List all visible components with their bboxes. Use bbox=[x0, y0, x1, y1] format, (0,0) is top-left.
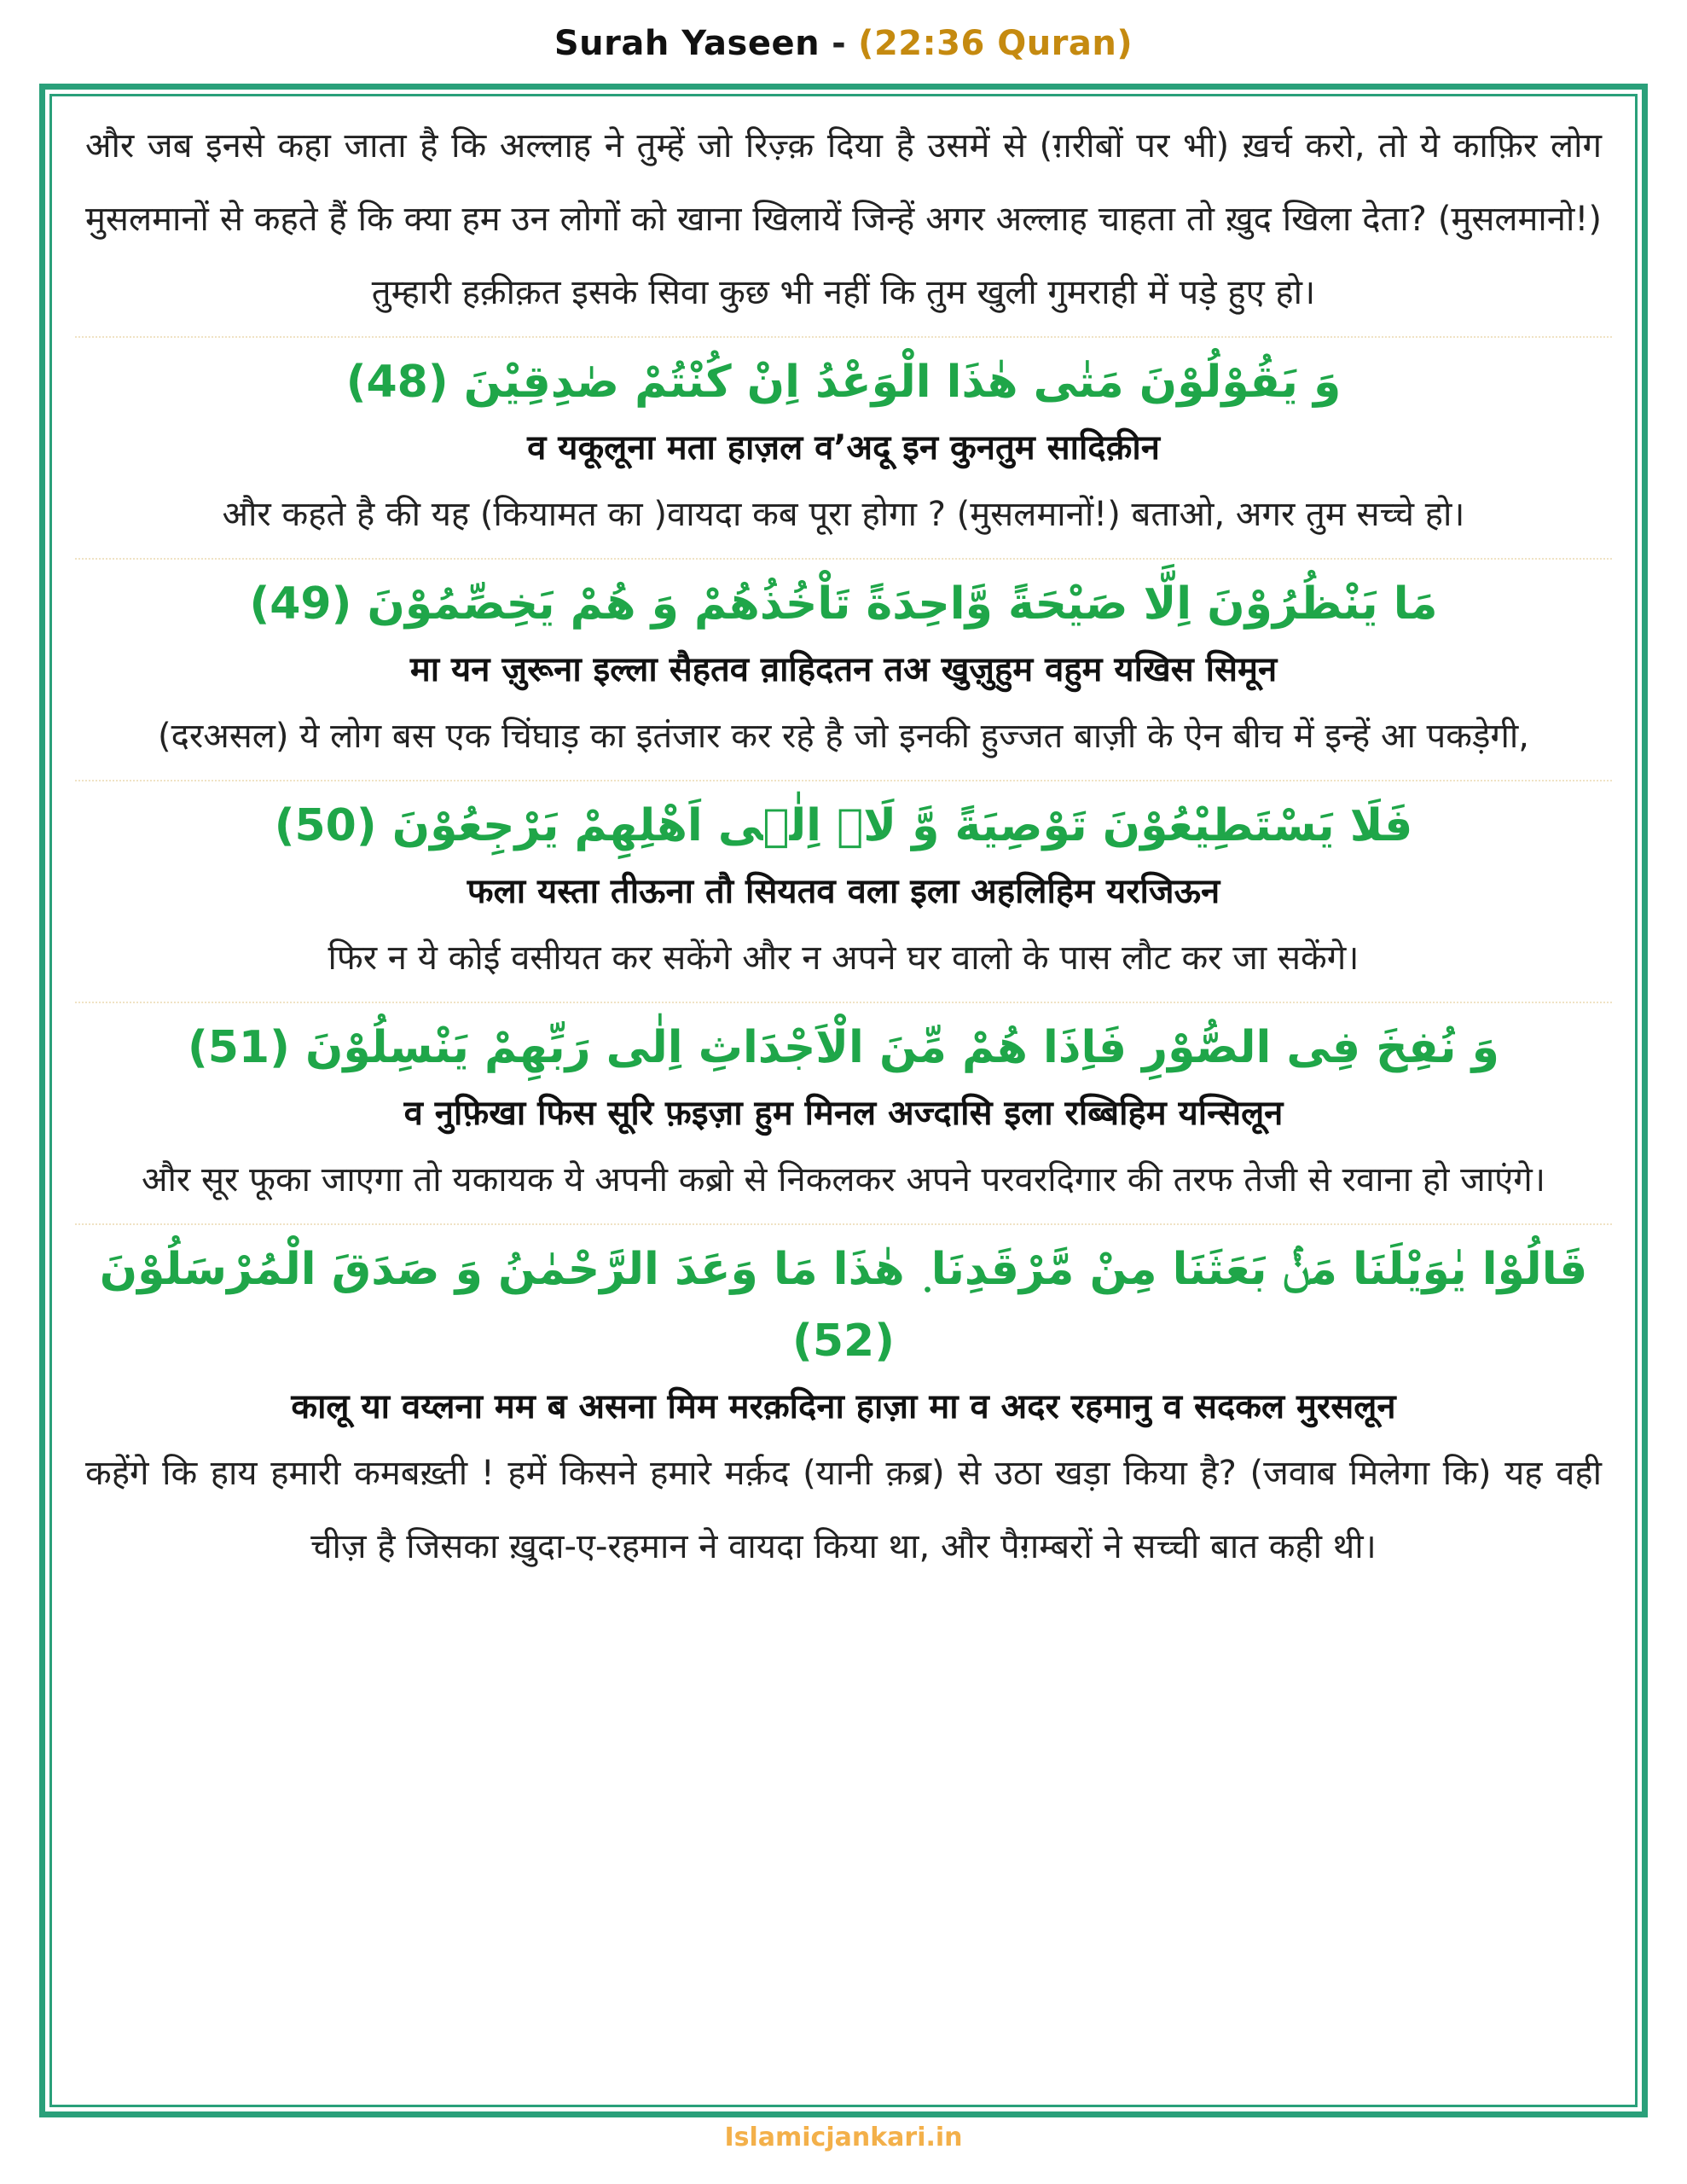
verse-arabic: مَا يَنْظُرُوْنَ اِلَّا صَيْحَةً وَّاحِدَةً تَاْخُذُهُمْ وَ هُمْ يَخِصِّمُوْنَ (49) bbox=[249, 578, 1438, 630]
verse-49-block bbox=[61, 568, 1626, 773]
verse-meaning: (दरअसल) ये लोग बस एक चिंघाड़ का इतंजार कर रहे है जो इनकी हुज्जत बाज़ी के ऐन बीच में इन्हें आ पकड़ेगी, bbox=[158, 717, 1529, 756]
page-title: Surah Yaseen bbox=[554, 24, 820, 63]
divider bbox=[75, 780, 1612, 781]
intro-meaning: और जब इनसे कहा जाता है कि अल्लाह ने तुम्हें जो रिज़्क़ दिया है उसमें से (ग़रीबों पर भी) ख़र्च करो, तो ये काफ़िर लोग मुसलमानों से कहते हैं कि क्या हम उन लोगों को खाना खिलायें जिन्हें अगर अल्लाह चाहता तो ख़ुद खिला देता? (मुसलमानो!) तुम्हारी हक़ीक़त इसके सिवा कुछ भी नहीं कि तुम खुली गुमराही में पड़े हुए हो। bbox=[85, 126, 1602, 312]
divider bbox=[75, 1223, 1612, 1225]
verse-transliteration: व यकूलूना मता हाज़ल व’अदू इन कुनतुम सादिक़ीन bbox=[527, 428, 1160, 468]
verse-arabic: قَالُوْا يٰوَيْلَنَا مَنْۢ بَعَثَنَا مِنْ مَّرْقَدِنَا ٜ هٰذَا مَا وَعَدَ الرَّحْمٰنُ وَ صَدَقَ الْمُرْسَلُوْنَ (52) bbox=[99, 1244, 1588, 1367]
intro-block bbox=[61, 109, 1626, 329]
verse-transliteration: फला यस्ता तीऊना तौ सियतव वला इला अहलिहिम यरजिऊन bbox=[467, 872, 1220, 911]
title-highlight: (22:36 Quran) bbox=[858, 24, 1133, 63]
content-area bbox=[61, 99, 1626, 2099]
verse-transliteration: कालू या वय्लना मम ब असना मिम मरक़दिना हाज़ा मा व अदर रहमानु व सदकल मुरसलून bbox=[291, 1387, 1396, 1426]
verse-50-block bbox=[61, 790, 1626, 995]
title-separator: - bbox=[832, 24, 847, 63]
page-header bbox=[0, 24, 1687, 63]
divider bbox=[75, 558, 1612, 560]
verse-52-block bbox=[61, 1234, 1626, 1583]
verse-arabic: وَ نُفِخَ فِى الصُّوْرِ فَاِذَا هُمْ مِّنَ الْاَجْدَاثِ اِلٰى رَبِّهِمْ يَنْسِلُوْنَ (51) bbox=[187, 1022, 1500, 1073]
verse-48-block bbox=[61, 346, 1626, 551]
divider bbox=[75, 336, 1612, 338]
verse-transliteration: व नुफ़िखा फिस सूरि फ़इज़ा हुम मिनल अज्दासि इला रब्बिहिम यन्सिलून bbox=[403, 1094, 1284, 1133]
verse-meaning: फिर न ये कोई वसीयत कर सकेंगे और न अपने घर वालो के पास लौट कर जा सकेंगे। bbox=[328, 938, 1359, 978]
verse-meaning: और सूर फूका जाएगा तो यकायक ये अपनी कब्रो से निकलकर अपने परवरदिगार की तरफ तेजी से रवाना हो जाएंगे। bbox=[142, 1160, 1545, 1199]
verse-51-block bbox=[61, 1012, 1626, 1217]
verse-arabic: فَلَا يَسْتَطِيْعُوْنَ تَوْصِيَةً وَّ لَاۤ اِلٰۤى اَهْلِهِمْ يَرْجِعُوْنَ (50) bbox=[274, 800, 1413, 851]
footer-site-link[interactable]: Islamicjankari.in bbox=[724, 2123, 963, 2152]
verse-meaning: कहेंगे कि हाय हमारी कमबख़्ती ! हमें किसने हमारे मर्क़द (यानी क़ब्र) से उठा खड़ा किया है? (जवाब मिलेगा कि) यह वही चीज़ है जिसका ख़ुदा-ए-रहमान ने वायदा किया था, और पैग़म्बरों ने सच्ची बात कही थी। bbox=[85, 1454, 1602, 1566]
verse-arabic: وَ يَقُوْلُوْنَ مَتٰى هٰذَا الْوَعْدُ اِنْ كُنْتُمْ صٰدِقِيْنَ (48) bbox=[345, 357, 1342, 408]
verse-meaning: और कहते है की यह (कियामत का )वायदा कब पूरा होगा ? (मुसलमानों!) बताओ, अगर तुम सच्चे हो। bbox=[222, 495, 1465, 534]
verse-transliteration: मा यन ज़ुरूना इल्ला सैहतव व़ाहिदतन तअ खुज़ुहुम वहुम यखिस सिमून bbox=[409, 650, 1278, 689]
divider bbox=[75, 1002, 1612, 1003]
